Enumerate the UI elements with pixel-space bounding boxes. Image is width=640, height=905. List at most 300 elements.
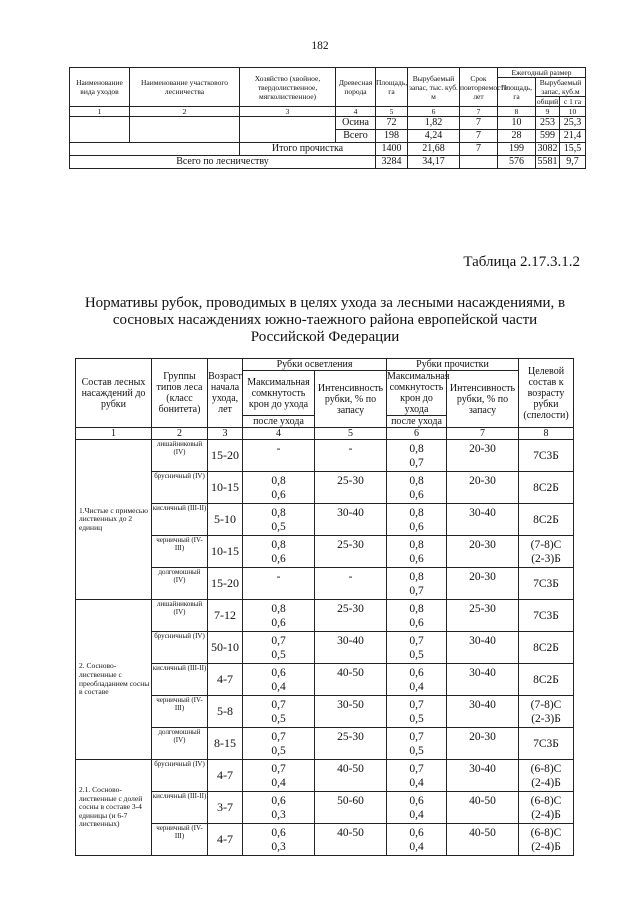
- value-after: 0,7: [409, 584, 424, 597]
- cell-intensity-clearing: [315, 696, 387, 728]
- cell-density-cleaning: [387, 632, 447, 664]
- header-after-clearing: после ухода: [243, 416, 315, 428]
- cell-intensity-cleaning: [447, 760, 519, 792]
- cell-age: 10-15: [208, 472, 243, 504]
- value-intensity: 30-40: [469, 666, 496, 679]
- spacer: [447, 456, 518, 470]
- value-after: 0,6: [271, 488, 286, 501]
- value-after: 0,3: [271, 808, 286, 821]
- value-after: 0,3: [271, 840, 286, 853]
- header-species: Древесная порода: [336, 68, 376, 107]
- cell-density-cleaning: [387, 504, 447, 536]
- cell-target: [519, 568, 574, 600]
- value-after: 0,5: [409, 744, 424, 757]
- cell-intensity-clearing: [315, 632, 387, 664]
- value-after: 0,4: [409, 808, 424, 821]
- cell-age: 8-15: [208, 728, 243, 760]
- cell-annual-area: 199: [498, 143, 536, 156]
- cell-annual-area: 10: [498, 117, 536, 130]
- cell-density-cleaning: [387, 760, 447, 792]
- value-intensity: 25-30: [337, 474, 364, 487]
- cell-stock: 4,24: [408, 130, 460, 143]
- spacer: [315, 520, 386, 534]
- spacer: [315, 616, 386, 630]
- cell-forest-type: долгомошный (IV): [152, 568, 208, 600]
- cell-stock: 34,17: [408, 156, 460, 169]
- cell-per-ha: 9,7: [560, 156, 586, 169]
- spacer: [315, 776, 386, 790]
- value-intensity: 30-40: [337, 634, 364, 647]
- index-row: [76, 428, 574, 440]
- cell-target: [519, 728, 574, 760]
- value-after: 0,4: [271, 776, 286, 789]
- cell-forest-type: брусничный (IV): [152, 472, 208, 504]
- value-intensity: 30-40: [469, 762, 496, 775]
- value-after: 0,5: [271, 712, 286, 725]
- value-before: 0,8: [409, 442, 424, 455]
- cell-intensity-cleaning: [447, 536, 519, 568]
- value-after: 0,6: [271, 552, 286, 565]
- value-intensity: -: [348, 570, 353, 583]
- spacer: [315, 712, 386, 726]
- cell-intensity-cleaning: [447, 728, 519, 760]
- cell-intensity-cleaning: [447, 632, 519, 664]
- value-after: 0,4: [271, 680, 286, 693]
- target-line: (2-4)Б: [531, 808, 561, 821]
- header-target: Целевой состав к возрасту рубки (спелости): [519, 359, 574, 428]
- spacer: [447, 776, 518, 790]
- header-stock: Вырубаемый запас, тыс. куб. м: [408, 68, 460, 107]
- table-body: [76, 440, 574, 856]
- spacer: [447, 744, 518, 758]
- group-name: 1.Чистые с примесью лиственных до 2 единиц: [76, 440, 152, 600]
- cell-target: [519, 536, 574, 568]
- target-line: 7С3Б: [533, 449, 559, 462]
- index-cell: 2: [130, 107, 240, 117]
- value-after: 0,4: [409, 776, 424, 789]
- header-annual: Ежегодный размер: [498, 68, 586, 78]
- header-type-name: Наименование вида уходов: [70, 68, 130, 107]
- cell-density-cleaning: [387, 536, 447, 568]
- cell-annual-area: 576: [498, 156, 536, 169]
- spacer: [315, 584, 386, 598]
- table-row: [70, 117, 586, 130]
- value-after: 0,6: [409, 488, 424, 501]
- header-period: Срок повторяемости лет: [460, 68, 498, 107]
- cell-forest-type: кисличный (III-II): [152, 504, 208, 536]
- value-after: 0,5: [271, 648, 286, 661]
- cell-intensity-clearing: [315, 504, 387, 536]
- spacer: [315, 840, 386, 854]
- value-intensity: -: [348, 442, 353, 455]
- cell-age: 5-10: [208, 504, 243, 536]
- header-after-cleaning: после ухода: [387, 416, 447, 428]
- value-intensity: 20-30: [469, 474, 496, 487]
- cell-density-clearing: [243, 600, 315, 632]
- cell-forest-type: черничный (IV-III): [152, 536, 208, 568]
- index-cell: 10: [560, 107, 586, 117]
- spacer: [315, 808, 386, 822]
- cell-intensity-clearing: [315, 472, 387, 504]
- value-intensity: 25-30: [337, 730, 364, 743]
- spacer: [447, 840, 518, 854]
- target-line: (7-8)С: [530, 698, 562, 711]
- cell-target: [519, 632, 574, 664]
- cell-annual-area: 28: [498, 130, 536, 143]
- cell-forest-type: брусничный (IV): [152, 760, 208, 792]
- cell-species: Всего: [336, 130, 376, 143]
- cell-density-cleaning: [387, 728, 447, 760]
- value-intensity: 40-50: [337, 666, 364, 679]
- cell-target: [519, 440, 574, 472]
- cell-density-cleaning: [387, 440, 447, 472]
- value-before: 0,7: [409, 634, 424, 647]
- spacer: [447, 680, 518, 694]
- cell-density-cleaning: [387, 472, 447, 504]
- cell-forest-type: брусничный (IV): [152, 632, 208, 664]
- value-before: 0,7: [409, 730, 424, 743]
- cell-age: 4-7: [208, 664, 243, 696]
- cell-area: 198: [376, 130, 408, 143]
- cell-intensity-cleaning: [447, 792, 519, 824]
- cell-intensity-cleaning: [447, 696, 519, 728]
- cell-density-clearing: [243, 536, 315, 568]
- value-before: 0,8: [409, 570, 424, 583]
- index-cell: 7: [460, 107, 498, 117]
- table-title: Нормативы рубок, проводимых в целях ухода за лесными насаждениями, в сосновых насаждениях южно-таежного района европейской части Российской Федерации: [84, 295, 566, 345]
- value-intensity: 50-60: [337, 794, 364, 807]
- cell-period: 7: [460, 130, 498, 143]
- value-intensity: 25-30: [469, 602, 496, 615]
- value-intensity: 30-50: [337, 698, 364, 711]
- cell-forest-type: лишайниковый (IV): [152, 440, 208, 472]
- cell-density-cleaning: [387, 600, 447, 632]
- header-forestry-name: Наименование участкового лесничества: [130, 68, 240, 107]
- index-cell: 6: [408, 107, 460, 117]
- cell-density-cleaning: [387, 664, 447, 696]
- value-after: 0,6: [271, 616, 286, 629]
- index-cell: 1: [76, 428, 152, 440]
- header-annual-stock: Вырубаемый запас, куб.м: [536, 78, 586, 97]
- spacer: [447, 712, 518, 726]
- value-intensity: 30-40: [469, 634, 496, 647]
- cell-period: 7: [460, 117, 498, 130]
- target-line: 8С2Б: [533, 673, 559, 686]
- value-intensity: 20-30: [469, 442, 496, 455]
- target-line: (2-3)Б: [531, 552, 561, 565]
- group-name: 2.1. Сосново-лиственные с долей сосны в составе 3-4 единицы (и 6-7 лиственных): [76, 760, 152, 856]
- header-intensity-cleaning: Интенсивность рубки, % по запасу: [447, 371, 519, 428]
- cell-intensity-clearing: [315, 664, 387, 696]
- spacer: [315, 744, 386, 758]
- cell-density-clearing: [243, 472, 315, 504]
- header-forest-types: Группы типов леса (класс бонитета): [152, 359, 208, 428]
- target-line: (6-8)С: [530, 762, 562, 775]
- target-line: (2-4)Б: [531, 840, 561, 853]
- value-intensity: 20-30: [469, 538, 496, 551]
- subtotal-row: [70, 143, 586, 156]
- value-before: 0,8: [409, 506, 424, 519]
- group-name: 2. Сосново-лиственные с преобладанием сосны в составе: [76, 600, 152, 760]
- index-cell: 7: [447, 428, 519, 440]
- value-before: 0,8: [409, 474, 424, 487]
- value-before: 0,8: [409, 602, 424, 615]
- cell-stock: 1,82: [408, 117, 460, 130]
- index-cell: 4: [336, 107, 376, 117]
- cell-intensity-cleaning: [447, 440, 519, 472]
- spacer: [447, 552, 518, 566]
- header-clearing: Рубки осветления: [243, 359, 387, 371]
- cell-density-clearing: [243, 760, 315, 792]
- table-label: Таблица 2.17.3.1.2: [463, 254, 580, 270]
- value-after: 0,5: [271, 744, 286, 757]
- spacer: [447, 520, 518, 534]
- value-before: 0,7: [271, 698, 286, 711]
- target-line: (2-3)Б: [531, 712, 561, 725]
- header-density-cleaning: Максимальная сомкнутость крон до ухода: [387, 371, 450, 415]
- value-after: 0,6: [409, 616, 424, 629]
- cell-age: 50-10: [208, 632, 243, 664]
- cell-density-clearing: [243, 440, 315, 472]
- value-after: 0,5: [409, 712, 424, 725]
- cell-species: Осина: [336, 117, 376, 130]
- cell-per-ha: 21,4: [560, 130, 586, 143]
- cell-intensity-clearing: [315, 728, 387, 760]
- value-before: -: [276, 570, 281, 583]
- cell-age: 15-20: [208, 568, 243, 600]
- cell-area: 72: [376, 117, 408, 130]
- subtotal-label: Итого прочистка: [240, 143, 376, 156]
- cell-forest-type: черничный (IV-III): [152, 696, 208, 728]
- value-after: 0,5: [271, 520, 286, 533]
- value-after: 0,4: [409, 840, 424, 853]
- value-before: 0,6: [409, 666, 424, 679]
- target-line: (6-8)С: [530, 826, 562, 839]
- header-density-clearing: Максимальная сомкнутость крон до ухода: [243, 371, 315, 416]
- header-annual-area: Площадь, га: [498, 78, 536, 107]
- cell-forest-type: кисличный (III-II): [152, 792, 208, 824]
- index-cell: 8: [519, 428, 574, 440]
- value-after: 0,6: [409, 552, 424, 565]
- cell-density-clearing: [243, 632, 315, 664]
- cell-age: 4-7: [208, 824, 243, 856]
- cell-intensity-cleaning: [447, 568, 519, 600]
- header-cleaning: Рубки прочистки: [387, 359, 519, 371]
- spacer: [315, 552, 386, 566]
- cell-age: 5-8: [208, 696, 243, 728]
- cell-per-ha: 25,3: [560, 117, 586, 130]
- cell-per-ha: 15,5: [560, 143, 586, 156]
- index-row: [70, 107, 586, 117]
- value-before: 0,8: [409, 538, 424, 551]
- value-intensity: 20-30: [469, 570, 496, 583]
- table-row: [76, 440, 574, 472]
- cell-total: 5581: [537, 156, 558, 167]
- cell-area: 3284: [376, 156, 408, 169]
- cell-density-clearing: [243, 568, 315, 600]
- target-line: 8С2Б: [533, 513, 559, 526]
- target-line: (7-8)С: [530, 538, 562, 551]
- cell-intensity-clearing: [315, 600, 387, 632]
- empty-cell: [70, 143, 240, 156]
- value-after: [243, 584, 314, 598]
- header-total: общий: [536, 97, 559, 106]
- cell-intensity-cleaning: [447, 600, 519, 632]
- table-row: [76, 760, 574, 792]
- index-cell: 1: [70, 107, 130, 117]
- value-before: 0,6: [409, 794, 424, 807]
- grand-total-label: Всего по лесничеству: [70, 156, 376, 169]
- cell-age: 10-15: [208, 536, 243, 568]
- cell-period: [460, 156, 498, 169]
- empty-cell: [130, 117, 240, 143]
- cell-age: 15-20: [208, 440, 243, 472]
- index-cell: 3: [208, 428, 243, 440]
- cell-density-cleaning: [387, 824, 447, 856]
- target-line: 7С3Б: [533, 577, 559, 590]
- spacer: [315, 456, 386, 470]
- cell-density-cleaning: [387, 792, 447, 824]
- value-before: 0,6: [271, 666, 286, 679]
- value-before: 0,8: [271, 538, 286, 551]
- cell-total: 599: [536, 130, 560, 143]
- cell-intensity-clearing: [315, 568, 387, 600]
- header-farm: Хозяйство (хвойное, твердолиственное, мягколиственное): [240, 68, 336, 107]
- index-cell: 6: [387, 428, 447, 440]
- cell-target: [519, 760, 574, 792]
- value-before: 0,8: [271, 602, 286, 615]
- cell-age: 4-7: [208, 760, 243, 792]
- target-line: 7С3Б: [533, 737, 559, 750]
- cell-total: 253: [536, 117, 560, 130]
- spacer: [315, 648, 386, 662]
- target-line: (6-8)С: [530, 794, 562, 807]
- cell-age: 3-7: [208, 792, 243, 824]
- value-after: 0,7: [409, 456, 424, 469]
- cell-forest-type: долгомошный (IV): [152, 728, 208, 760]
- cell-density-clearing: [243, 792, 315, 824]
- value-after: 0,5: [409, 648, 424, 661]
- cell-stock: 21,68: [408, 143, 460, 156]
- cell-intensity-clearing: [315, 824, 387, 856]
- spacer: [447, 648, 518, 662]
- index-cell: 2: [152, 428, 208, 440]
- table-forestry-summary: [69, 67, 586, 169]
- cell-intensity-clearing: [315, 792, 387, 824]
- value-before: 0,7: [271, 634, 286, 647]
- index-cell: 5: [315, 428, 387, 440]
- index-cell: 8: [498, 107, 536, 117]
- value-before: 0,6: [271, 826, 286, 839]
- cell-age: 7-12: [208, 600, 243, 632]
- cell-density-clearing: [243, 504, 315, 536]
- value-before: 0,7: [271, 762, 286, 775]
- spacer: [315, 488, 386, 502]
- value-before: 0,7: [271, 730, 286, 743]
- value-intensity: 30-40: [469, 506, 496, 519]
- cell-target: [519, 600, 574, 632]
- cell-density-clearing: [243, 824, 315, 856]
- index-cell: 4: [243, 428, 315, 440]
- spacer: [315, 680, 386, 694]
- value-intensity: 25-30: [337, 602, 364, 615]
- target-line: (2-4)Б: [531, 776, 561, 789]
- target-line: 8С2Б: [533, 641, 559, 654]
- empty-cell: [70, 117, 130, 143]
- cell-target: [519, 472, 574, 504]
- cell-total: 3082: [537, 143, 558, 154]
- cell-intensity-cleaning: [447, 664, 519, 696]
- value-before: 0,7: [409, 762, 424, 775]
- index-cell: 5: [376, 107, 408, 117]
- value-before: 0,6: [271, 794, 286, 807]
- cell-intensity-cleaning: [447, 824, 519, 856]
- index-cell: 3: [240, 107, 336, 117]
- target-line: 8С2Б: [533, 481, 559, 494]
- cell-target: [519, 504, 574, 536]
- spacer: [447, 616, 518, 630]
- value-after: [243, 456, 314, 470]
- cell-intensity-cleaning: [447, 504, 519, 536]
- value-intensity: 25-30: [337, 538, 364, 551]
- value-before: 0,6: [409, 826, 424, 839]
- cell-density-clearing: [243, 664, 315, 696]
- value-after: 0,6: [409, 520, 424, 533]
- table-cutting-norms: [75, 358, 574, 856]
- value-intensity: 40-50: [337, 762, 364, 775]
- empty-cell: [240, 117, 336, 143]
- value-intensity: 40-50: [469, 794, 496, 807]
- cell-density-clearing: [243, 696, 315, 728]
- value-before: -: [276, 442, 281, 455]
- value-before: 0,8: [271, 506, 286, 519]
- table-row: [76, 600, 574, 632]
- cell-target: [519, 792, 574, 824]
- cell-intensity-clearing: [315, 440, 387, 472]
- cell-intensity-clearing: [315, 760, 387, 792]
- cell-area: 1400: [376, 143, 408, 156]
- spacer: [447, 808, 518, 822]
- cell-intensity-cleaning: [447, 472, 519, 504]
- value-after: 0,4: [409, 680, 424, 693]
- value-before: 0,7: [409, 698, 424, 711]
- spacer: [447, 584, 518, 598]
- cell-intensity-clearing: [315, 536, 387, 568]
- value-intensity: 30-40: [469, 698, 496, 711]
- target-line: 7С3Б: [533, 609, 559, 622]
- cell-forest-type: черничный (IV-III): [152, 824, 208, 856]
- header-age: Возраст начала ухода, лет: [208, 359, 243, 428]
- header-composition: Состав лесных насаждений до рубки: [76, 359, 152, 428]
- value-intensity: 20-30: [469, 730, 496, 743]
- spacer: [447, 488, 518, 502]
- value-before: 0,8: [271, 474, 286, 487]
- value-intensity: 30-40: [337, 506, 364, 519]
- cell-density-cleaning: [387, 696, 447, 728]
- index-cell: 9: [536, 107, 560, 117]
- page-number: 182: [311, 40, 329, 52]
- header-area: Площадь, га: [376, 68, 408, 107]
- value-intensity: 40-50: [469, 826, 496, 839]
- cell-forest-type: кисличный (III-II): [152, 664, 208, 696]
- header-per-ha: с 1 га: [560, 97, 586, 107]
- header-intensity-clearing: Интенсивность рубки, % по запасу: [315, 371, 387, 428]
- cell-density-cleaning: [387, 568, 447, 600]
- cell-target: [519, 824, 574, 856]
- cell-density-clearing: [243, 728, 315, 760]
- cell-forest-type: лишайниковый (IV): [152, 600, 208, 632]
- cell-target: [519, 664, 574, 696]
